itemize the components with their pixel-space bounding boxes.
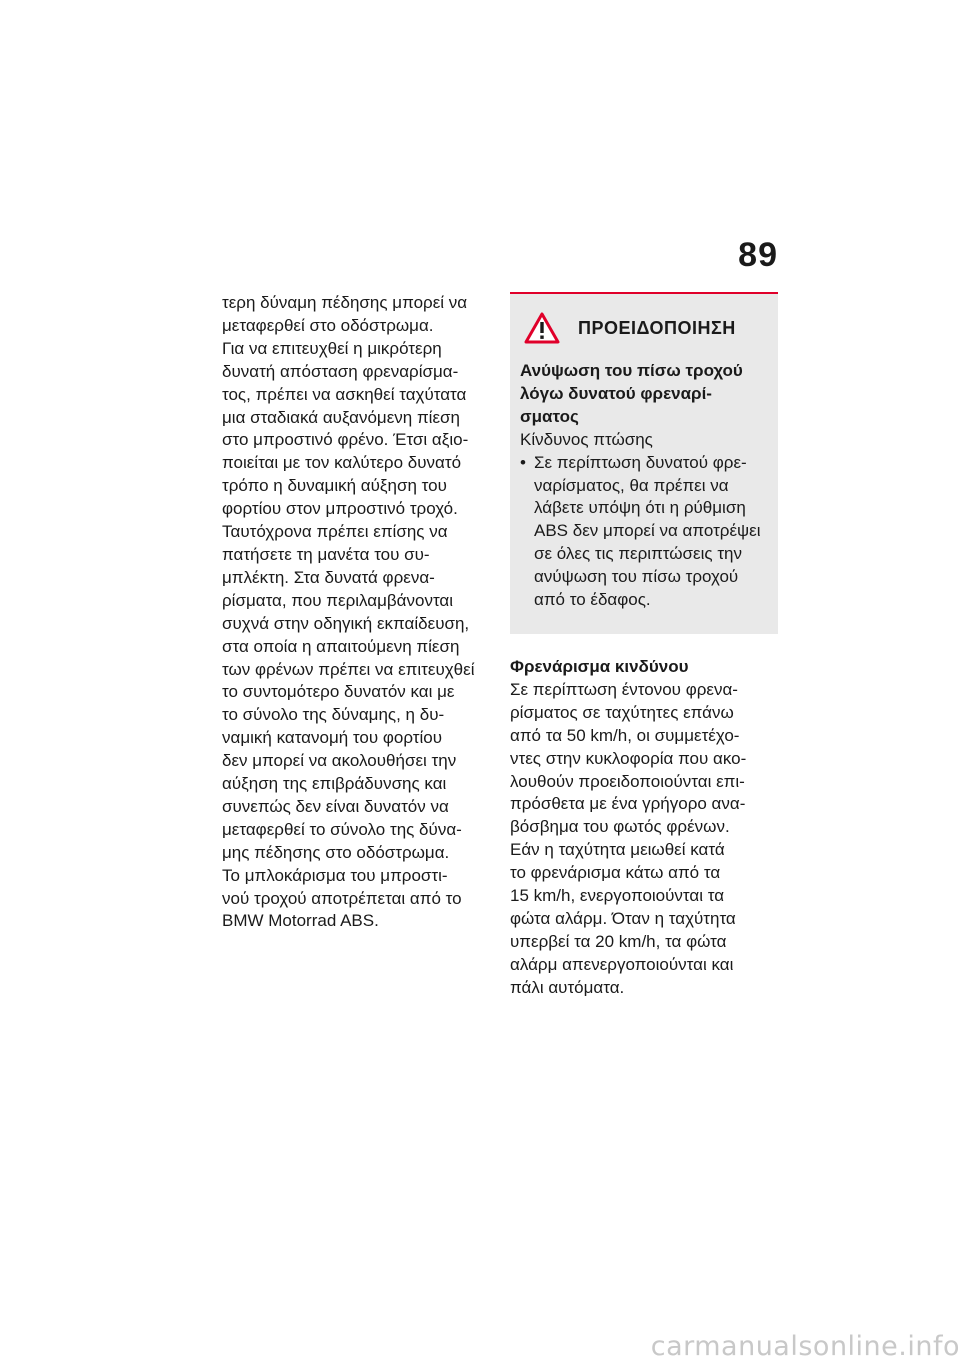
text-line: από τα 50 km/h, οι συμμετέχο-: [510, 725, 740, 745]
text-line: λόγω δυνατού φρεναρί-: [520, 383, 712, 403]
section-body: [510, 679, 778, 1000]
text-line: αύξηση της επιβράδυνσης και: [222, 774, 447, 794]
text-line: Ταυτόχρονα πρέπει επίσης να: [222, 522, 448, 542]
text-line: πρόσθετα με ένα γρήγορο ανα-: [510, 794, 746, 814]
warning-heading: [520, 360, 770, 429]
warning-triangle-icon: [524, 312, 560, 344]
warning-subtitle: Κίνδυνος πτώσης: [520, 429, 653, 449]
warning-box: [510, 292, 778, 634]
text-line: σε όλες τις περιπτώσεις την: [534, 544, 742, 564]
text-line: ντες στην κυκλοφορία που ακο-: [510, 748, 747, 768]
text-line: Ανύψωση του πίσω τροχού: [520, 361, 743, 380]
text-line: συνεπώς δεν είναι δυνατόν να: [222, 796, 449, 816]
text-line: πάλι αυτόματα.: [510, 977, 625, 997]
text-line: το σύνολο της δύναμης, η δυ-: [222, 705, 445, 725]
text-line: σματος: [520, 406, 579, 426]
text-line: τερη δύναμη πέδησης μπορεί να: [222, 293, 468, 312]
text-line: μεταφερθεί το σύνολο της δύνα-: [222, 819, 462, 839]
watermark: carmanualsonline.info: [650, 1331, 960, 1362]
text-line: μεταφερθεί στο οδόστρωμα.: [222, 315, 434, 335]
warning-title: ΠΡΟΕΙΔΟΠΟΙΗΣΗ: [578, 317, 736, 338]
bullet-dot: •: [520, 452, 526, 472]
text-line: λάβετε υπόψη ότι η ρύθμιση: [534, 498, 746, 518]
text-line: Σε περίπτωση δυνατού φρε-: [534, 452, 747, 472]
text-line: δεν μπορεί να ακολουθήσει την: [222, 751, 457, 771]
text-line: υπερβεί τα 20 km/h, τα φώτα: [510, 931, 727, 951]
text-line: BMW Motorrad ABS.: [222, 911, 379, 931]
section-heading: Φρενάρισμα κινδύνου: [510, 656, 689, 676]
text-line: ναμική κατανομή του φορτίου: [222, 728, 443, 748]
left-column-body: [222, 292, 494, 933]
text-line: 15 km/h, ενεργοποιούνται τα: [510, 886, 725, 906]
text-line: στα οποία η απαιτούμενη πίεση: [222, 636, 460, 656]
emergency-braking-section: [510, 656, 778, 1000]
text-line: βόσβημα του φωτός φρένων.: [510, 817, 730, 837]
text-line: πατήσετε τη μανέτα του συ-: [222, 544, 430, 564]
right-column: [510, 292, 778, 1000]
text-line: από το έδαφος.: [534, 590, 651, 610]
warning-bullet: [520, 452, 770, 612]
text-line: το συντομότερο δυνατόν και με: [222, 682, 455, 702]
text-line: μης πέδησης στο οδόστρωμα.: [222, 842, 450, 862]
text-line: αλάρμ απενεργοποιούνται και: [510, 954, 734, 974]
text-line: το φρενάρισμα κάτω από τα: [510, 863, 721, 883]
text-line: λουθούν προειδοποιούνται επι-: [510, 771, 745, 791]
text-line: νού τροχού αποτρέπεται από το: [222, 888, 462, 908]
text-line: ρίσματος σε ταχύτητες επάνω: [510, 702, 734, 722]
text-line: στο μπροστινό φρένο. Έτσι αξιο-: [222, 430, 469, 450]
text-line: ποιείται με τον καλύτερο δυνατό: [222, 453, 462, 473]
text-line: ανύψωση του πίσω τροχού: [534, 567, 739, 587]
text-line: ABS δεν μπορεί να αποτρέψει: [534, 521, 761, 541]
text-line: Σε περίπτωση έντονου φρενα-: [510, 679, 738, 699]
text-line: τος, πρέπει να ασκηθεί ταχύτατα: [222, 384, 467, 404]
text-line: των φρένων πρέπει να επιτευχθεί: [222, 659, 475, 679]
warning-bullet-text: [534, 452, 761, 612]
page-number: 89: [738, 236, 778, 274]
text-line: ρίσματα, που περιλαμβάνονται: [222, 590, 454, 610]
text-line: τρόπο η δυναμική αύξηση του: [222, 476, 447, 496]
text-line: μια σταδιακά αυξανόμενη πίεση: [222, 407, 460, 427]
text-line: Το μπλοκάρισμα του μπροστι-: [222, 865, 448, 885]
text-line: φορτίου στον μπροστινό τροχό.: [222, 499, 458, 519]
text-line: φώτα αλάρμ. Όταν η ταχύτητα: [510, 908, 736, 928]
text-line: μπλέκτη. Στα δυνατά φρενα-: [222, 567, 435, 587]
warning-header: [520, 312, 770, 344]
text-line: ναρίσματος, θα πρέπει να: [534, 475, 729, 495]
text-line: Για να επιτευχθεί η μικρότερη: [222, 338, 442, 358]
text-line: Εάν η ταχύτητα μειωθεί κατά: [510, 840, 725, 860]
text-line: συχνά στην οδηγική εκπαίδευση,: [222, 613, 470, 633]
text-line: δυνατή απόσταση φρεναρίσμα-: [222, 361, 459, 381]
